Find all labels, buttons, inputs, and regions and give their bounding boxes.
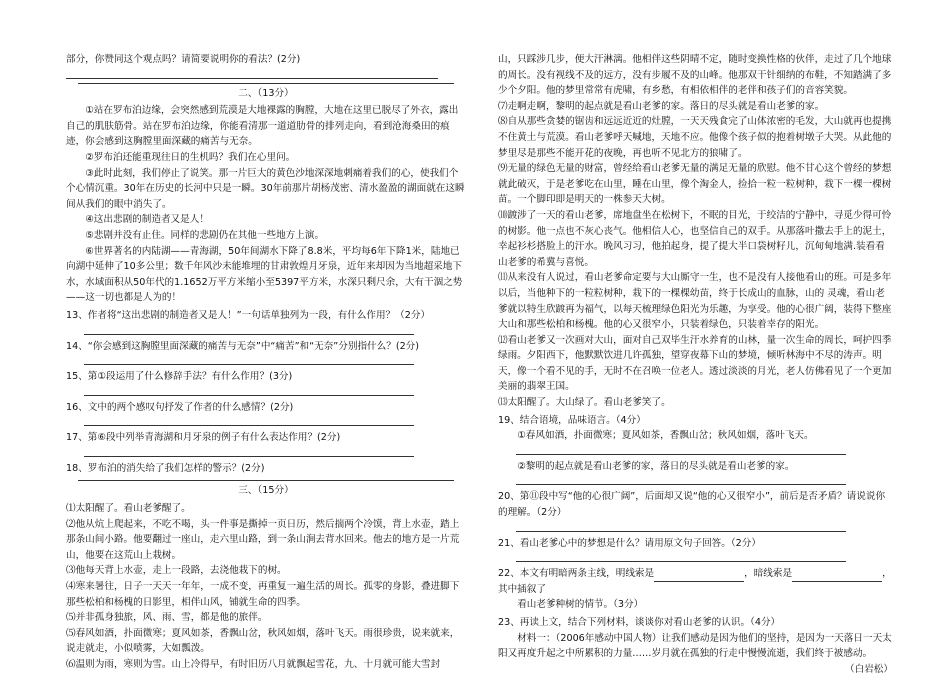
answer-line	[84, 324, 414, 335]
question-19-item-2: ②黎明的起点就是看山老爹的家，落日的尽头就是看山老爹的家。	[517, 460, 795, 472]
story-para-5: ⑸并非孤身独旅，风、雨、雪，都是他的旅伴。	[66, 612, 268, 624]
answer-line	[516, 474, 846, 485]
fill-blank[interactable]	[792, 571, 882, 582]
paragraph-6: ⑥世界著名的内陆湖——青海湖，50年间湖水下降了8.8米，平均每6年下降1米，陆地已向湖中延伸了10多公里；数千年风沙未能堆埋的甘肃敦煌月牙泉，近年来却因为当地超采地下水，水域面积从50年代的1.1652万平方米缩小至5397平方米，水深只剩尺余，大有干涸之势——这一切也都是人为的！	[66, 245, 463, 304]
fill-blank[interactable]	[654, 571, 744, 582]
answer-line	[516, 444, 846, 455]
answer-line	[516, 521, 846, 532]
intro-line: 部分，你赞同这个观点吗？请简要说明你的看法？(2分)	[66, 54, 301, 65]
story-para-8: ⑺走啊走啊，黎明的起点就是看山老爹的家。落日的尽头就是看山老爹的家。	[498, 100, 825, 112]
story-para-12: ⑾从来没有人说过，看山老爹命定要与大山厮守一生，也不是没有人接他看山的班。可是多年以后，当他种下的一粒粒树种，栽下的一棵棵幼苗，终于长成山的血脉，山的 灵魂，看山老爹就以特生欣踱再为福气，以每天梳理绿色阳光为乐趣，为享受。他的心很广阔，装得下整座大山和那些松柏和杨槐。他的心又很窄小，只装着绿色，只装着幸存的阳光。	[498, 272, 892, 331]
right-column	[498, 52, 893, 677]
question-17: 17、第⑥段中列举青海湖和月牙泉的例子有什么表达作用？(2分)	[66, 432, 341, 444]
question-23: 23、再读上文，结合下列材料，谈谈你对看山老爹的认识。（4分）	[498, 617, 781, 628]
paragraph-5: ⑤悲剧并没有止住。同样的悲剧仍在其他一些地方上演。	[85, 229, 325, 241]
story-para-3: ⑶他每天背上水壶，走上一段路，去浇他栽下的树。	[66, 565, 287, 577]
answer-line	[66, 68, 438, 79]
paragraph-4: ④这出悲剧的制造者又是人！	[85, 214, 209, 226]
left-column	[66, 52, 466, 673]
story-para-13: ⑿看山老爹又一次画对大山，面对自己双毕生汗水养育的山林，量一次生命的周长，呵护四季绿雨。夕阳西下，他默默饮进几许孤独，望穿夜幕下山的梦境，倾听林海中不尽的涛声。明天，像一个看不见的手，无时不在召唤一位老人。透过淡淡的月光，老人仿佛看见了一个更加美丽的翡翠王国。	[498, 334, 892, 393]
story-para-9: ⑻自从那些贪婪的锯齿和远远近近的灶膛，一天天残食完了山体浓密的毛发，大山就再也提携不住黄土与荒漠。看山老爹呼天喊地，天地不应。他像个孩子似的抱着树墩子大哭。从此他的梦里尽是那些不能开花的夜晚，再也听不见北方的狼啸了。	[498, 116, 892, 159]
story-para-14: ⒀太阳醒了。大山绿了。看山老爹笑了。	[498, 397, 671, 409]
answer-line	[84, 415, 414, 426]
paragraph-1: ①站在罗布泊边缘，会突然感到荒漠是大地裸露的胸膛，大地在这里已脱尽了外衣，露出自己的肌肤筋骨。站在罗布泊边缘，你能看清那一道道肋骨的排列走向，看到沧海桑田的痕迹，你会感到这胸膛里面深藏的痛苦与无奈。	[66, 105, 459, 148]
section-3-title: 三、（15分）	[66, 480, 466, 499]
story-para-cont: 山，只踩涉几步，便大汗淋漓。他相伴这些阴晴不定，随时变换性格的伙伴，走过了几个地球的周长。没有视线不及的远方，没有步履不及的山峰。他那双干针细纳的布鞋，不知踏满了多少个夕阳。他的梦里常常有虎啸，有乡愁，有相依相伴的老伴和孩子们的音容笑貌。	[498, 54, 892, 97]
answer-line	[84, 446, 414, 457]
question-22: 22、本文有明暗两条主线，明线索是 ，暗线索是 ，其中插叙了	[498, 568, 892, 595]
story-para-1: ⑴太阳醒了。看山老爹醒了。	[66, 503, 191, 515]
question-21: 21、看山老爹心中的梦想是什么？请用原文句子回答。（2分）	[498, 537, 761, 549]
question-16: 16、文中的两个感叹句抒发了作者的什么感情？(2分)	[66, 401, 294, 413]
material-1: 材料一：（2006年感动中国人物）让我们感动是因为他们的坚持，是因为一天落日一天太阳又再度升起之中所累积的力量……岁月就在孤独的行走中慢慢流逝，我们终于被感动。	[498, 632, 892, 660]
story-para-4: ⑷寒来暑往，日子一天天一年年，一成不变，再重复一遍生活的周长。孤零的身影，叠进脚下那些松柏和杨槐的日影里，相伴山风，铺就生命的四季。	[66, 581, 460, 608]
question-19: 19、结合语境，品味语言。（4分）	[498, 414, 646, 426]
section-2-title: 二、（13分）	[66, 83, 466, 102]
question-18: 18、罗布泊的消失给了我们怎样的警示？(2分)	[66, 462, 265, 474]
paragraph-2: ②罗布泊还能重现往日的生机吗？我们在心里问。	[85, 151, 296, 163]
answer-line	[516, 551, 846, 562]
paragraph-3: ③此时此刻，我们停止了说笑。那一片巨大的黄色沙地深深地刺痛着我们的心，使我们个个心情沉重。30年在历史的长河中只是一瞬。30年前那片胡杨茂密、清水盈盈的湖面就在这瞬间从我们的眼中消失了。	[66, 167, 465, 210]
material-source: （白岩松）	[845, 663, 893, 675]
question-20: 20、第⑪段中写“他的心很广阔”，后面却又说“他的心又很窄小”，前后是否矛盾？请说说你的理解。（2分）	[498, 491, 886, 519]
story-para-10: ⑼无量的绿色无量的财富，曾经给看山老爹无量的满足无量的欣慰。他不甘心这个曾经的梦想就此破灭，于是老爹吃在山里，睡在山里，像个淘金人，捡拾一粒一粒树种，栽下一棵一棵树苗。一个脚印即是明天的一株参天大树。	[498, 163, 892, 206]
answer-line	[84, 354, 414, 365]
answer-line	[84, 385, 414, 396]
question-15: 15、第①段运用了什么修辞手法？有什么作用？(3分)	[66, 371, 293, 383]
story-para-6: ⑸春风如酒，扑面微寒；夏风如茶，香飘山岔，秋风如烟，落叶飞天。雨很珍贵，说来就来，说走就走，小似喷雾，大如瓢泼。	[66, 627, 460, 655]
story-para-2: ⑵他从炕上爬起来，不吃不喝，头一件事是撕掉一页日历，然后揣两个冷馍，背上水壶，踏上那条山间小路。他要翻过一座山，走六里山路，到一条山涧去背水回来。他去的地方是一片荒山，他要在这荒山上栽树。	[66, 518, 460, 561]
question-22-cont: 看山老爹种树的情节。（3分）	[517, 599, 644, 611]
question-19-item-1: ①春风如酒，扑面微寒；夏风如茶，香飘山岔；秋风如烟，落叶飞天。	[517, 430, 814, 442]
story-para-7: ⑹温则为雨，寒则为雪。山上冷得早，有时旧历八月就飘起雪花，九、十月就可能大雪封	[66, 659, 441, 670]
question-13: 13、作者将“这出悲剧的制造者又是人！”一句话单独列为一段，有什么作用？（2分）	[66, 309, 431, 321]
story-para-11: ⑽踱涉了一天的看山老爹，席地盘坐在松树下，不眠的目光，于绞洁的宁静中，寻觅少得可怜的树影。他一点也不灰心丧气。他相信人心，也坚信自己的双手。从那落叶撒去手上的泥土，幸起衫杉搭脸上的汗水。晚风习习，他拍起身，提了提大半口袋树籽儿，沉甸甸地满.装看看山老爹的希冀与喜悦。	[498, 209, 892, 268]
question-14: 14、“你会感到这胸膛里面深藏的痛苦与无奈”中“痛苦”和“无奈”分别指什么？(2分)	[66, 340, 420, 352]
